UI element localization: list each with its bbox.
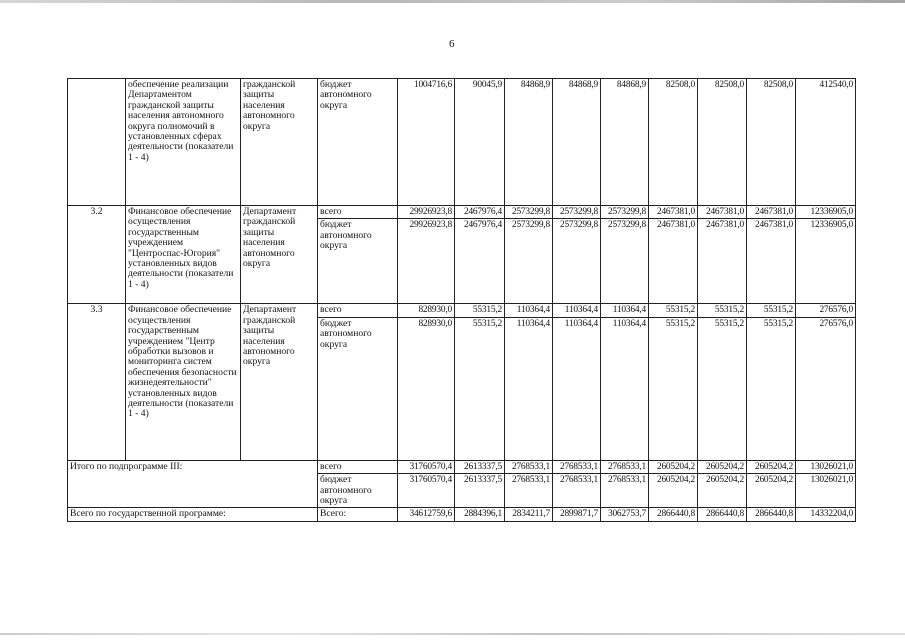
value-cell: 2768533,1 xyxy=(553,460,601,473)
grand-total-label: Всего по государственной программе: xyxy=(68,508,318,521)
value-cell: 2573299,8 xyxy=(553,206,601,219)
value-cell: 12336905,0 xyxy=(796,206,856,219)
scan-edge-top xyxy=(0,0,905,3)
value-cell: 2605204,2 xyxy=(747,474,796,508)
value-cell: 55315,2 xyxy=(455,317,505,460)
row-number xyxy=(68,79,126,206)
value-cell: 2605204,2 xyxy=(649,474,698,508)
value-cell: 2467381,0 xyxy=(747,206,796,219)
value-cell: 2605204,2 xyxy=(747,460,796,473)
value-cell: 2573299,8 xyxy=(505,206,553,219)
funding-source: всего xyxy=(318,304,398,317)
funding-source: бюджет автономного округа xyxy=(318,79,398,206)
value-cell: 2768533,1 xyxy=(601,474,649,508)
value-cell: 13026021,0 xyxy=(796,460,856,473)
value-cell: 110364,4 xyxy=(505,317,553,460)
table-row xyxy=(68,304,856,317)
measure-name: Финансовое обеспечение осуществления государственным учреждением "Центр обработки вызовов и мониторинга систем обеспечения безопасности жизнедеятельности" установленных видов деятельности (показатели 1 - 4) xyxy=(126,304,241,460)
value-cell: 2573299,8 xyxy=(553,219,601,304)
value-cell: 2866440,8 xyxy=(747,508,796,521)
value-cell: 55315,2 xyxy=(698,304,747,317)
funding-source: всего xyxy=(318,206,398,219)
funding-source: бюджет автономного округа xyxy=(318,474,398,508)
value-cell: 110364,4 xyxy=(601,304,649,317)
value-cell: 55315,2 xyxy=(455,304,505,317)
value-cell: 2613337,5 xyxy=(455,460,505,473)
value-cell: 2467976,4 xyxy=(455,206,505,219)
value-cell: 55315,2 xyxy=(747,304,796,317)
value-cell: 2573299,8 xyxy=(601,219,649,304)
subtotal-row xyxy=(68,460,856,473)
value-cell: 276576,0 xyxy=(796,304,856,317)
value-cell: 2573299,8 xyxy=(601,206,649,219)
measure-name: обеспечение реализации Департаментом гражданской защиты населения автономного округа полномочий в установленных сферах деятельности (показатели 1 - 4) xyxy=(126,79,241,206)
value-cell: 55315,2 xyxy=(649,317,698,460)
funding-source: всего xyxy=(318,460,398,473)
measure-name: Финансовое обеспечение осуществления государственным учреждением "Центроспас-Югория" установленных видов деятельности (показатели 1 - 4) xyxy=(126,206,241,304)
budget-table xyxy=(67,78,856,522)
value-cell: 2467381,0 xyxy=(649,206,698,219)
value-cell: 55315,2 xyxy=(698,317,747,460)
subtotal-label: Итого по подпрограмме III: xyxy=(68,460,318,508)
value-cell: 29926923,8 xyxy=(398,219,455,304)
value-cell: 412540,0 xyxy=(796,79,856,206)
row-number: 3.3 xyxy=(68,304,126,460)
value-cell: 2467381,0 xyxy=(747,219,796,304)
value-cell: 2467381,0 xyxy=(698,206,747,219)
value-cell: 13026021,0 xyxy=(796,474,856,508)
value-cell: 110364,4 xyxy=(553,304,601,317)
value-cell: 82508,0 xyxy=(747,79,796,206)
value-cell: 2467381,0 xyxy=(698,219,747,304)
value-cell: 55315,2 xyxy=(649,304,698,317)
value-cell: 2768533,1 xyxy=(505,474,553,508)
value-cell: 2768533,1 xyxy=(505,460,553,473)
value-cell: 1004716,6 xyxy=(398,79,455,206)
row-number: 3.2 xyxy=(68,206,126,304)
value-cell: 84868,9 xyxy=(505,79,553,206)
value-cell: 110364,4 xyxy=(505,304,553,317)
scan-edge-bottom xyxy=(0,633,905,635)
value-cell: 12336905,0 xyxy=(796,219,856,304)
value-cell: 2605204,2 xyxy=(698,460,747,473)
funding-source: бюджет автономного округа xyxy=(318,317,398,460)
value-cell: 828930,0 xyxy=(398,304,455,317)
value-cell: 3062753,7 xyxy=(601,508,649,521)
value-cell: 14332204,0 xyxy=(796,508,856,521)
value-cell: 2768533,1 xyxy=(601,460,649,473)
value-cell: 29926923,8 xyxy=(398,206,455,219)
funding-source: Всего: xyxy=(318,508,398,521)
table-row xyxy=(68,79,856,206)
value-cell: 82508,0 xyxy=(649,79,698,206)
value-cell: 2866440,8 xyxy=(649,508,698,521)
grand-total-row xyxy=(68,508,856,521)
value-cell: 90045,9 xyxy=(455,79,505,206)
value-cell: 55315,2 xyxy=(747,317,796,460)
value-cell: 34612759,6 xyxy=(398,508,455,521)
value-cell: 2605204,2 xyxy=(698,474,747,508)
value-cell: 2467976,4 xyxy=(455,219,505,304)
value-cell: 110364,4 xyxy=(601,317,649,460)
value-cell: 2866440,8 xyxy=(698,508,747,521)
value-cell: 2834211,7 xyxy=(505,508,553,521)
value-cell: 2899871,7 xyxy=(553,508,601,521)
executor: Департамент гражданской защиты населения автономного округа xyxy=(241,206,318,304)
value-cell: 110364,4 xyxy=(553,317,601,460)
executor: гражданской защиты населения автономного округа xyxy=(241,79,318,206)
value-cell: 2613337,5 xyxy=(455,474,505,508)
value-cell: 2884396,1 xyxy=(455,508,505,521)
table-row xyxy=(68,206,856,219)
executor: Департамент гражданской защиты населения автономного округа xyxy=(241,304,318,460)
value-cell: 82508,0 xyxy=(698,79,747,206)
page-number: 6 xyxy=(449,38,455,50)
funding-source: бюджет автономного округа xyxy=(318,219,398,304)
value-cell: 84868,9 xyxy=(601,79,649,206)
value-cell: 2573299,8 xyxy=(505,219,553,304)
value-cell: 2768533,1 xyxy=(553,474,601,508)
value-cell: 2467381,0 xyxy=(649,219,698,304)
value-cell: 84868,9 xyxy=(553,79,601,206)
value-cell: 828930,0 xyxy=(398,317,455,460)
value-cell: 31760570,4 xyxy=(398,460,455,473)
value-cell: 2605204,2 xyxy=(649,460,698,473)
value-cell: 31760570,4 xyxy=(398,474,455,508)
value-cell: 276576,0 xyxy=(796,317,856,460)
